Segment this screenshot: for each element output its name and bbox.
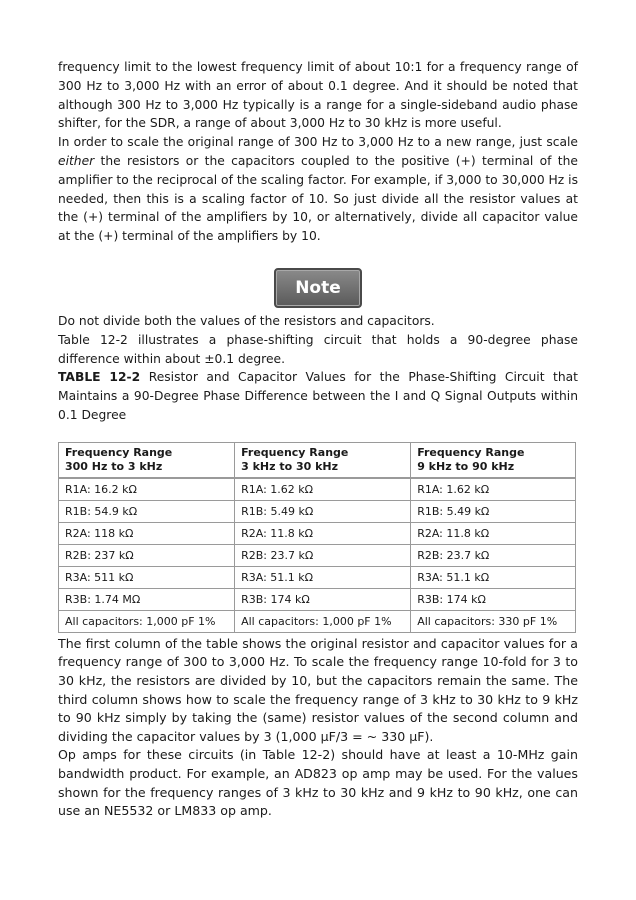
- table-cell: R2B: 237 kΩ: [59, 544, 235, 566]
- table-cell: R1B: 54.9 kΩ: [59, 500, 235, 522]
- table-row: [59, 522, 576, 544]
- table-cell: R2B: 23.7 kΩ: [235, 544, 411, 566]
- component-values-table: [58, 442, 576, 633]
- table-cell: All capacitors: 1,000 pF 1%: [59, 610, 235, 632]
- paragraph-table-explanation: The first column of the table shows the original resistor and capacitor values for a frequency range of 300 to 3,000 Hz. To scale the frequency range 10-fold for 3 to 30 kHz, the resistors are divided by 10, but the capacitors remain the same. The third column shows how to scale the frequency range of 3 kHz to 30 kHz to 9 kHz to 90 kHz simply by taking the (same) resistor values of the second column and dividing the capacitor values by 3 (1,000 µF/3 = ~ 330 µF).: [58, 635, 578, 744]
- table-cell: R3A: 51.1 kΩ: [235, 566, 411, 588]
- note-icon: Note: [274, 268, 362, 308]
- table-cell: R1B: 5.49 kΩ: [411, 500, 576, 522]
- table-cell: R3B: 1.74 MΩ: [59, 588, 235, 610]
- table-cell: R3A: 51.1 kΩ: [411, 566, 576, 588]
- table-row: [59, 566, 576, 588]
- table-cell: R2A: 11.8 kΩ: [411, 522, 576, 544]
- table-caption-label: TABLE 12-2: [58, 370, 141, 385]
- table-row: [59, 588, 576, 610]
- table-cell: R1B: 5.49 kΩ: [235, 500, 411, 522]
- table-row: [59, 544, 576, 566]
- note-text: Do not divide both the values of the resistors and capacitors.: [58, 313, 435, 328]
- table-cell: R2A: 118 kΩ: [59, 522, 235, 544]
- table-row: [59, 478, 576, 501]
- table-cell: R1A: 1.62 kΩ: [411, 478, 576, 501]
- document-page: [58, 58, 578, 821]
- header-col-1: Frequency Range 300 Hz to 3 kHz: [59, 442, 235, 478]
- table-caption: [58, 368, 578, 424]
- table-cell: R1A: 1.62 kΩ: [235, 478, 411, 501]
- table-cell: R2B: 23.7 kΩ: [411, 544, 576, 566]
- header-col-2: Frequency Range 3 kHz to 30 kHz: [235, 442, 411, 478]
- scaling-text-before: In order to scale the original range of 300 Hz to 3,000 Hz to a new range, just scale: [58, 135, 578, 150]
- paragraph-scaling: [58, 133, 578, 246]
- table-cell: R1A: 16.2 kΩ: [59, 478, 235, 501]
- table-intro: Table 12-2 illustrates a phase-shifting circuit that holds a 90-degree phase difference within about ±0.1 degree.: [58, 332, 578, 366]
- table-cell: All capacitors: 1,000 pF 1%: [235, 610, 411, 632]
- table-header-row: [59, 442, 576, 478]
- header-col-3: Frequency Range 9 kHz to 90 kHz: [411, 442, 576, 478]
- paragraph-frequency-limit: frequency limit to the lowest frequency limit of about 10:1 for a frequency range of 300 Hz to 3,000 Hz with an error of about 0.1 degree. And it should be noted that although 300 Hz to 3,000 Hz typically is a range for a single-sideband audio phase shifter, for the SDR, a range of about 3,000 Hz to 30 kHz is more useful.: [58, 60, 578, 131]
- table-cell: All capacitors: 330 pF 1%: [411, 610, 576, 632]
- note-callout: [58, 268, 578, 308]
- scaling-text-after: the resistors or the capacitors coupled to the positive (+) terminal of the amplifier to the reciprocal of the scaling factor. For example, if 3,000 to 30,000 Hz is needed, then this is a scaling factor of 10. So just divide all the resistor values at the (+) terminal of the amplifiers by 10, or alternatively, divide all capacitor value at the (+) terminal of the amplifiers by 10.: [58, 153, 578, 244]
- table-caption-text: Resistor and Capacitor Values for the Phase-Shifting Circuit that Maintains a 90-Degree Phase Difference between the I and Q Signal Outputs within 0.1 Degree: [58, 370, 578, 422]
- closing-section: [58, 635, 578, 821]
- scaling-emphasis: either: [58, 153, 95, 168]
- table-row: [59, 500, 576, 522]
- table-cell: R3A: 511 kΩ: [59, 566, 235, 588]
- paragraph-op-amps: Op amps for these circuits (in Table 12-2) should have at least a 10-MHz gain bandwidth product. For example, an AD823 op amp may be used. For the values shown for the frequency ranges of 3 kHz to 30 kHz and 9 kHz to 90 kHz, one can use an NE5532 or LM833 op amp.: [58, 747, 578, 819]
- table-cell: R3B: 174 kΩ: [411, 588, 576, 610]
- table-cell: R3B: 174 kΩ: [235, 588, 411, 610]
- table-row: [59, 610, 576, 632]
- table-cell: R2A: 11.8 kΩ: [235, 522, 411, 544]
